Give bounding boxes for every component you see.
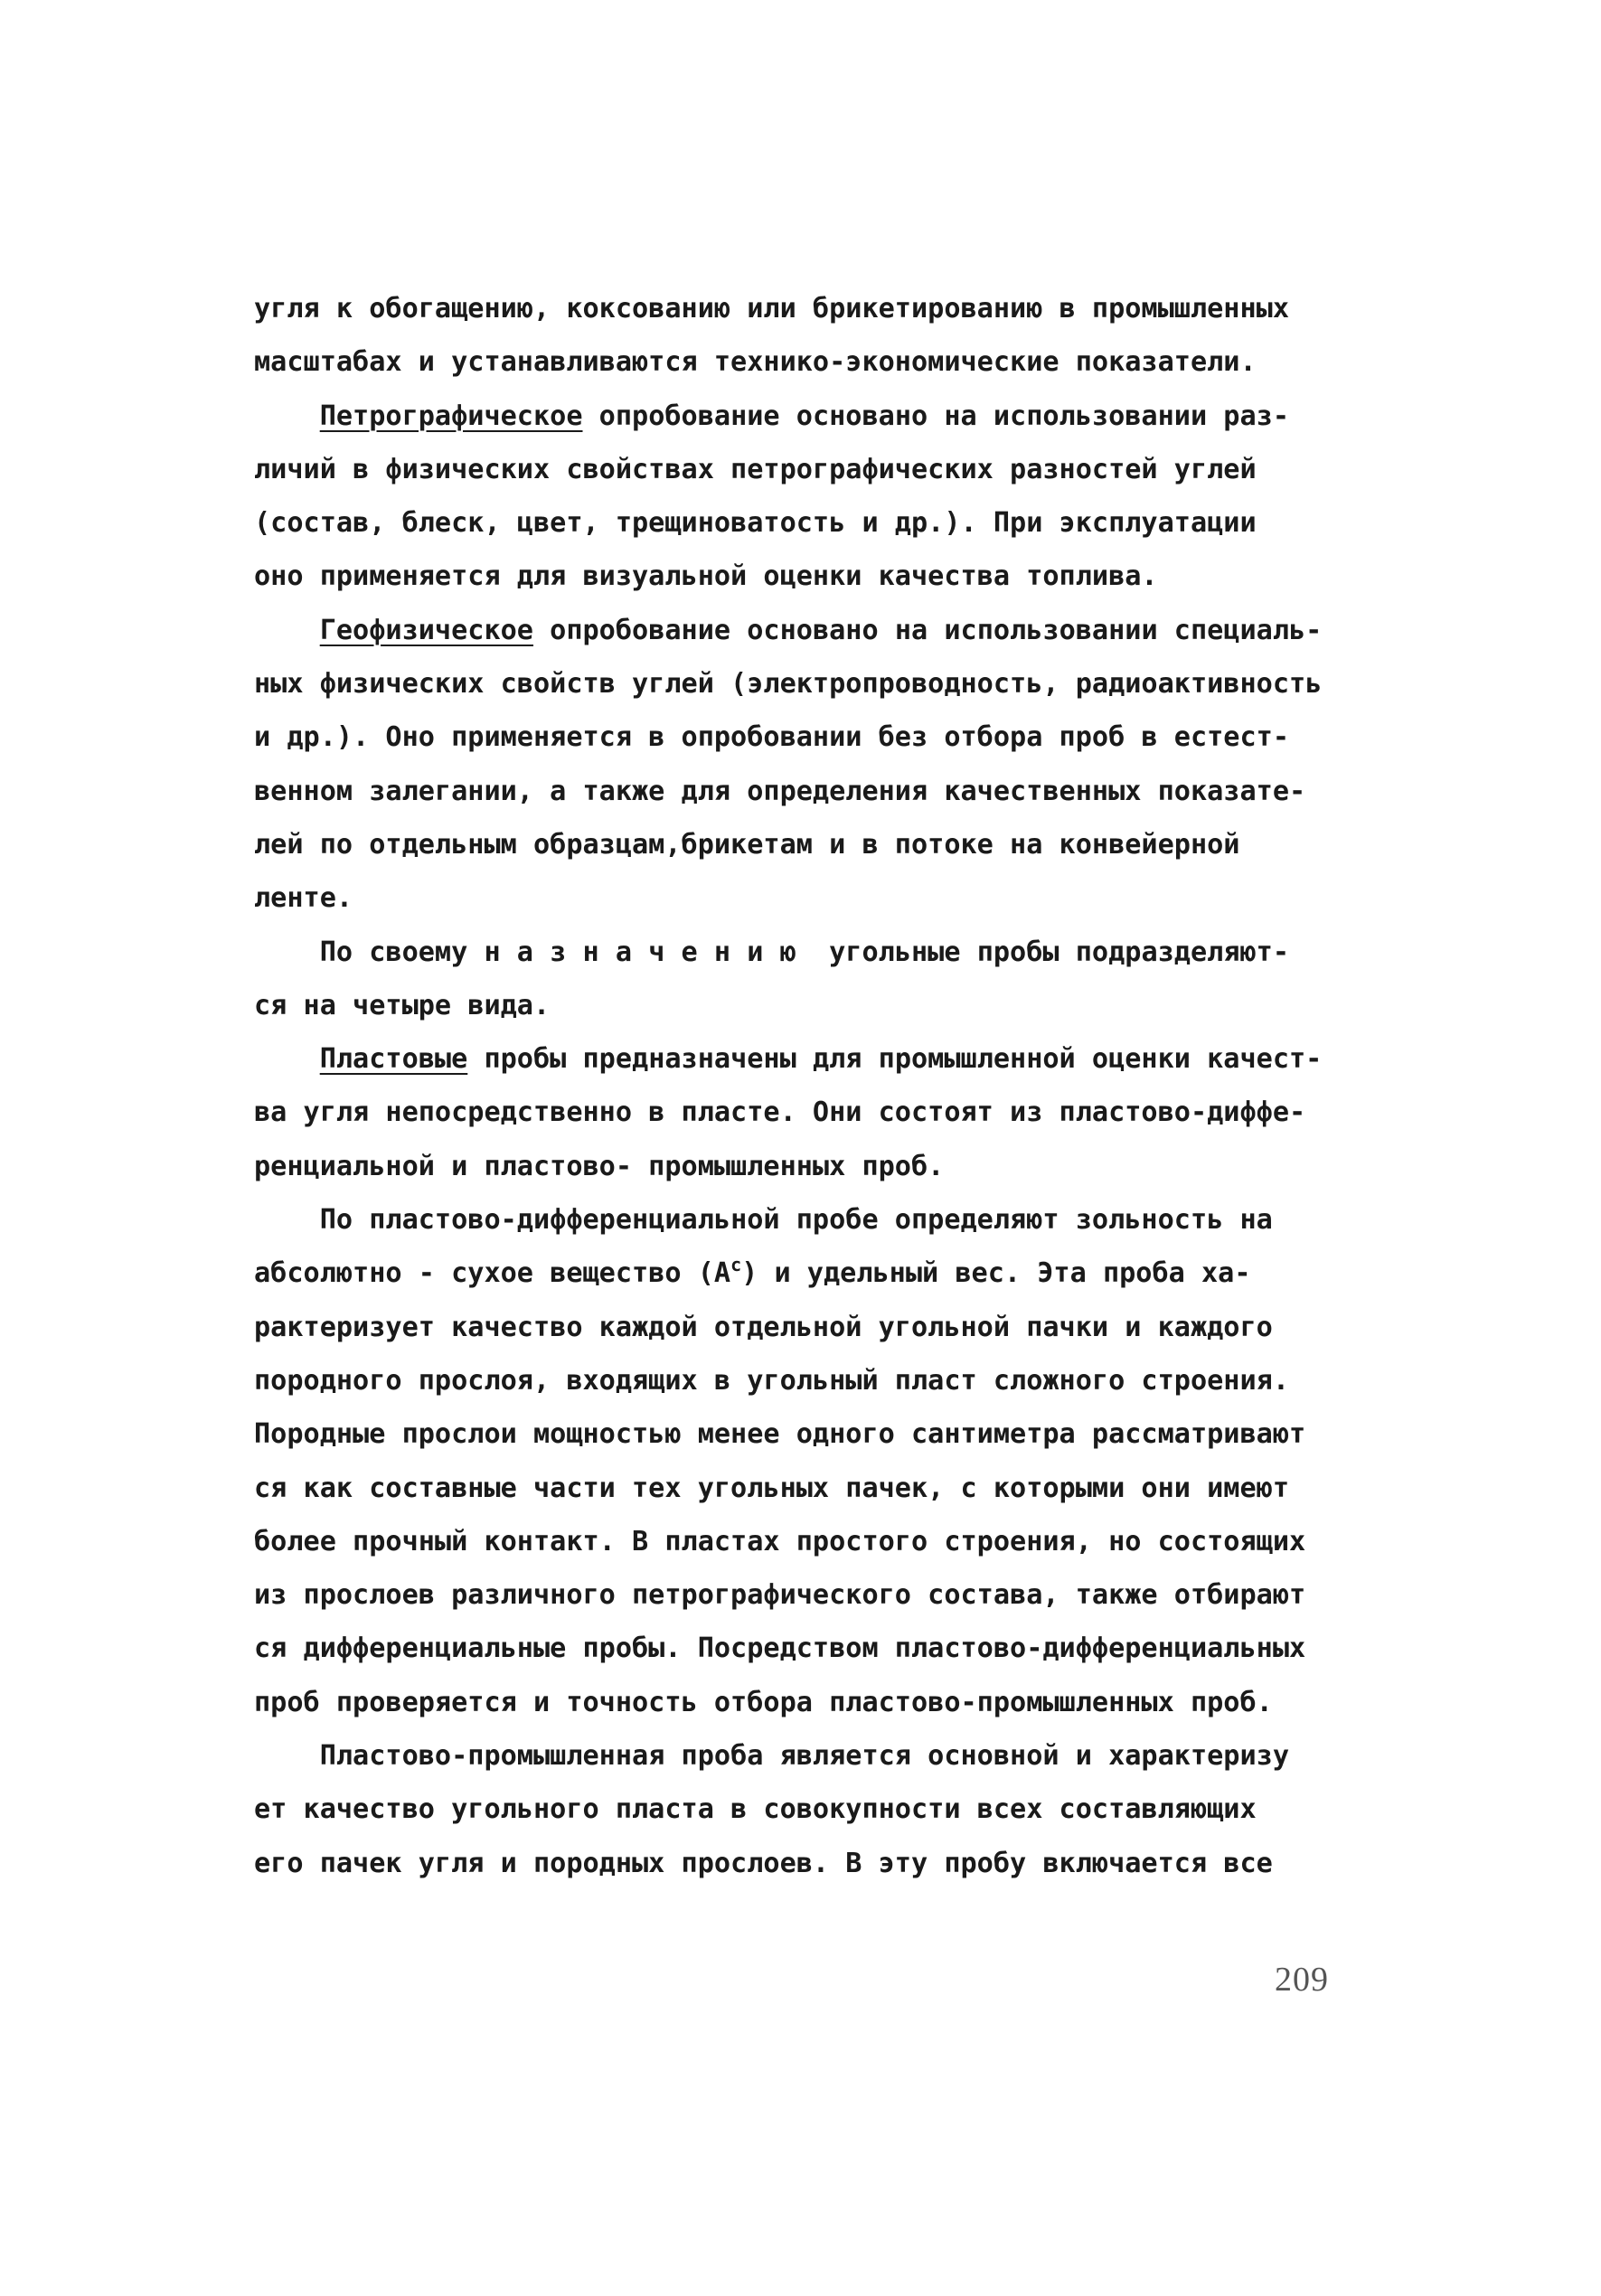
- text-line: рактеризует качество каждой отдельной угольной пачки и каждого: [254, 1311, 1273, 1343]
- text-fragment: пробы предназначены для промышленной оценки качест-: [467, 1043, 1323, 1076]
- text-fragment: угольные пробы подразделяют-: [796, 936, 1290, 968]
- term-petrographic: Петрографическое: [319, 400, 583, 432]
- text-fragment: По пластово-дифференциальной пробе определяют зольность на: [319, 1204, 1273, 1237]
- text-line: личий в физических свойствах петрографических разностей углей: [254, 453, 1257, 485]
- text-line: более прочный контакт. В пластах простого строения, но состоящих: [254, 1525, 1306, 1557]
- paragraph-geophysical: [254, 604, 1366, 657]
- text-line: масштабах и устанавливаются технико-экономические показатели.: [254, 346, 1257, 379]
- text-line: оно применяется для визуальной оценки качества топлива.: [254, 560, 1158, 593]
- text-line: лей по отдельным образцам,брикетам и в потоке на конвейерной: [254, 828, 1240, 861]
- text-line: Породные прослои мощностью менее одного сантиметра рассматривают: [254, 1418, 1306, 1451]
- text-line: угля к обогащению, коксованию или брикетированию в промышленных: [254, 293, 1289, 325]
- text-line: ленте.: [254, 882, 353, 915]
- spaced-word: н а з н а ч е н и ю: [484, 936, 796, 968]
- superscript: c: [730, 1254, 742, 1276]
- paragraph-differential: [254, 1193, 1366, 1247]
- text-line: ренциальной и пластово- промышленных проб.: [254, 1150, 945, 1182]
- text-line: венном залегании, а также для определения качественных показате-: [254, 775, 1306, 807]
- text-line: его пачек угля и породных прослоев. В эту пробу включается все: [254, 1847, 1273, 1879]
- text-fragment: абсолютно - сухое вещество (A: [254, 1257, 731, 1290]
- text-line: проб проверяется и точность отбора пластово-промышленных проб.: [254, 1686, 1273, 1718]
- text-line: ся дифференциальные пробы. Посредством пластово-дифференциальных: [254, 1633, 1306, 1665]
- text-line: ва угля непосредственно в пласте. Они состоят из пластово-диффе-: [254, 1096, 1306, 1129]
- text-line: (состав, блеск, цвет, трещиноватость и др.). При эксплуатации: [254, 507, 1257, 540]
- text-fragment: опробование основано на использовании специаль-: [532, 614, 1323, 646]
- text-fragment: Пластово-промышленная проба является основной и характеризу: [319, 1740, 1289, 1773]
- paragraph-purpose: [254, 926, 1366, 979]
- text-line: [254, 1247, 1366, 1300]
- paragraph-industrial: [254, 1729, 1366, 1783]
- body-text: [254, 282, 1366, 1890]
- paragraph-seam-samples: [254, 1032, 1366, 1086]
- text-line: ся на четыре вида.: [254, 989, 551, 1021]
- page-number: 209: [1275, 1961, 1329, 1999]
- text-line: ет качество угольного пласта в совокупности всех составляющих: [254, 1793, 1257, 1826]
- text-line: породного прослоя, входящих в угольный пласт сложного строения.: [254, 1364, 1289, 1397]
- text-fragment: По своему: [319, 936, 485, 968]
- paragraph-petrographic: [254, 390, 1366, 443]
- text-line: из прослоев различного петрографического состава, также отбирают: [254, 1579, 1306, 1612]
- text-line: ся как составные части тех угольных пачек, с которыми они имеют: [254, 1472, 1289, 1504]
- text-line: ных физических свойств углей (электропроводность, радиоактивность: [254, 668, 1323, 701]
- text-fragment: ) и удельный вес. Эта проба ха-: [741, 1257, 1251, 1290]
- term-seam-samples: Пластовые: [319, 1043, 468, 1076]
- text-fragment: опробование основано на использовании раз-: [582, 400, 1289, 432]
- term-geophysical: Геофизическое: [319, 614, 533, 646]
- text-line: и др.). Оно применяется в опробовании без отбора проб в естест-: [254, 721, 1289, 754]
